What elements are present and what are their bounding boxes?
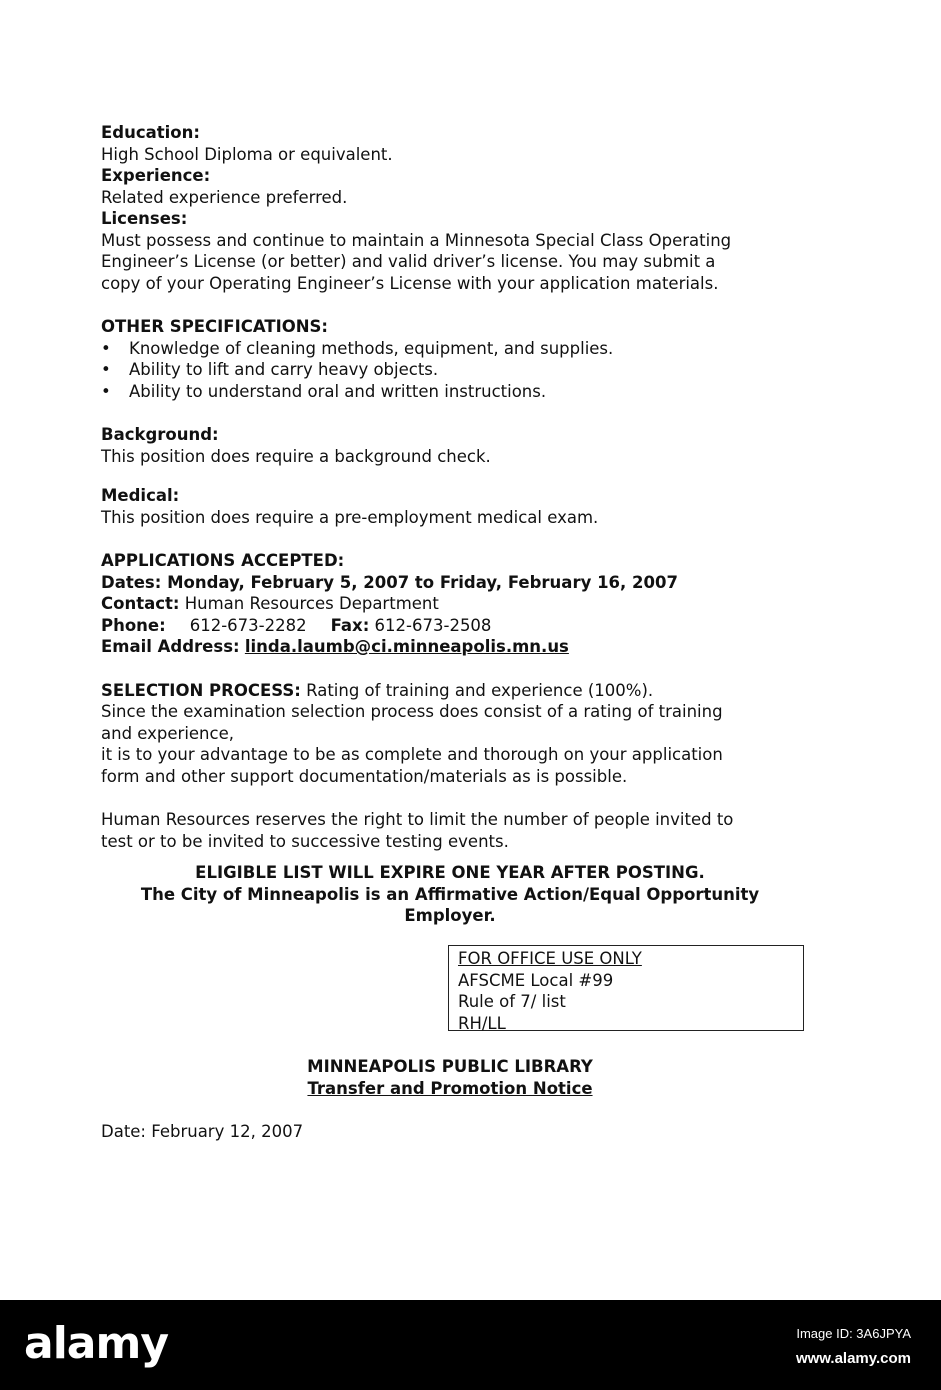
medical-text: This position does require a pre-employment medical exam. [101,507,599,527]
email-link[interactable]: linda.laumb@ci.minneapolis.mn.us [244,637,569,656]
medical-label: Medical: [101,486,180,505]
selection-text: form and other support documentation/materials as is possible. [101,766,628,786]
phone-line [101,615,801,637]
background-text: This position does require a background check. [101,446,491,466]
fax-label: Fax: [330,615,370,635]
list-item: • Ability to lift and carry heavy objects. [101,359,801,381]
background-label: Background: [101,425,219,444]
selection-line [101,680,801,702]
education-label: Education: [101,123,200,142]
library-title: MINNEAPOLIS PUBLIC LIBRARY [307,1057,593,1076]
email-line [101,636,801,658]
selection-text: Since the examination selection process does consist of a rating of training [101,702,723,721]
office-box-line: RH/LL [458,1013,506,1033]
notice-line: The City of Minneapolis is an Affirmative Action/Equal Opportunity [140,884,760,904]
applications-label: APPLICATIONS ACCEPTED: [101,551,345,570]
notice-line: Employer. [404,906,496,925]
education-text: High School Diploma or equivalent. [101,144,393,164]
other-specs-label: OTHER SPECIFICATIONS: [101,317,329,336]
contact-label: Contact: [101,594,180,613]
selection-label: SELECTION PROCESS: [101,680,301,700]
image-ref: Image ID: 3A6JPYA [796,1326,911,1341]
selection-text: and experience, [101,723,234,743]
licenses-line: Must possess and continue to maintain a Minnesota Special Class Operating [101,230,732,250]
contact-value: Human Resources Department [184,594,439,613]
notice-date: Date: February 12, 2007 [101,1122,304,1141]
list-item: • Knowledge of cleaning methods, equipment, and supplies. [101,338,801,360]
hr-note: Human Resources reserves the right to limit the number of people invited to [101,810,734,829]
other-specs-list [101,338,801,403]
notice-line: ELIGIBLE LIST WILL EXPIRE ONE YEAR AFTER POSTING. [195,863,705,882]
watermark-bar [0,1300,941,1390]
contact-line [101,593,801,615]
licenses-line: Engineer’s License (or better) and valid driver’s license. You may submit a [101,252,716,271]
email-label: Email Address: [101,637,240,656]
library-subtitle: Transfer and Promotion Notice [307,1079,593,1098]
phone-label: Phone: [101,615,166,635]
alamy-logo: alamy [24,1318,168,1369]
library-heading [100,1056,800,1100]
licenses-line: copy of your Operating Engineer’s License with your application materials. [101,273,719,293]
selection-rating: Rating of training and experience (100%). [306,680,654,700]
licenses-label: Licenses: [101,209,188,228]
hr-note: test or to be invited to successive testing events. [101,831,509,851]
watermark-site: www.alamy.com [795,1350,911,1367]
fax-value: 612-673-2508 [374,615,492,635]
list-item: • Ability to understand oral and written instructions. [101,381,801,403]
office-use-box [448,945,804,1031]
applications-dates: Dates: Monday, February 5, 2007 to Friday, February 16, 2007 [101,572,678,592]
document-body [101,122,801,852]
phone-value: 612-673-2282 [189,615,307,635]
experience-label: Experience: [101,166,211,185]
office-box-line: Rule of 7/ list [458,992,566,1011]
office-box-title: FOR OFFICE USE ONLY [458,949,642,968]
office-box-line: AFSCME Local #99 [458,970,614,990]
experience-text: Related experience preferred. [101,187,348,207]
eligibility-notice [100,862,800,927]
selection-text: it is to your advantage to be as complete and thorough on your application [101,745,723,764]
